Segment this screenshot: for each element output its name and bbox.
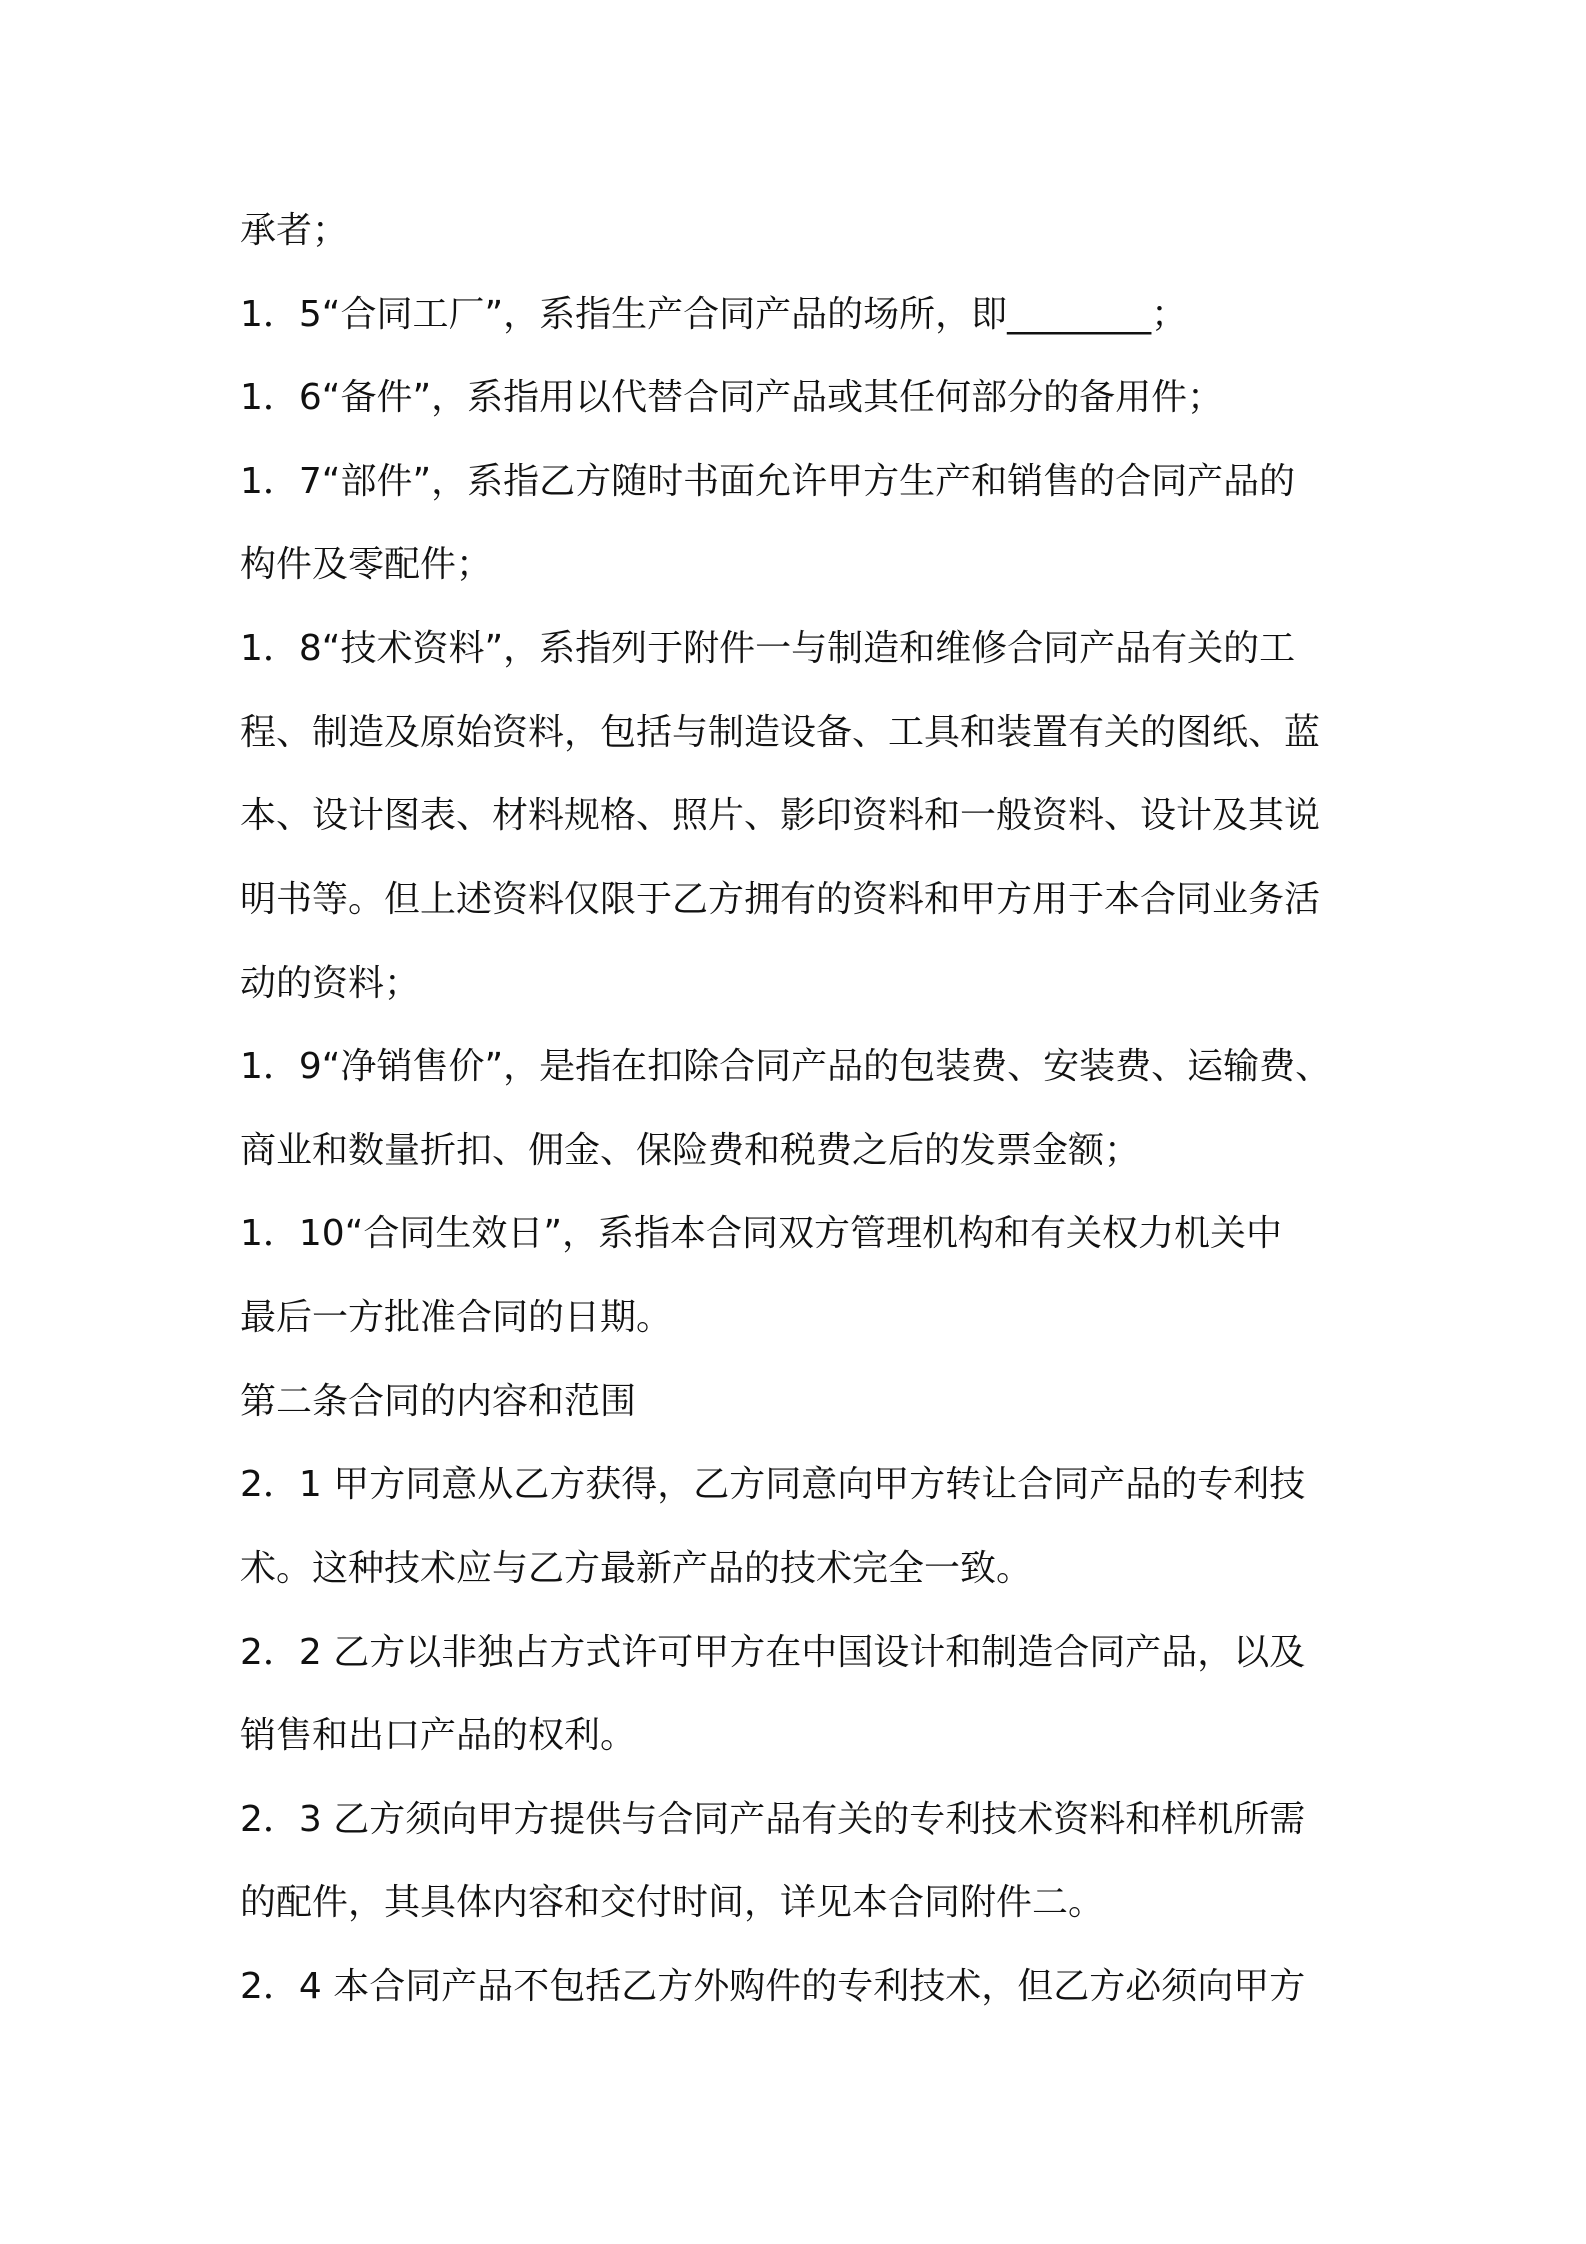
text-line: 本、设计图表、材料规格、照片、影印资料和一般资料、设计及其说 <box>240 795 1321 836</box>
text-line: 销售和出口产品的权利。 <box>240 1715 637 1756</box>
text-line: 2．4 本合同产品不包括乙方外购件的专利技术，但乙方必须向甲方 <box>240 1966 1306 2007</box>
text-line: 1．7“部件”，系指乙方随时书面允许甲方生产和销售的合同产品的 <box>240 461 1296 502</box>
text-line: 1．6“备件”，系指用以代替合同产品或其任何部分的备用件； <box>240 377 1224 418</box>
text-line: 1．10“合同生效日”，系指本合同双方管理机构和有关权力机关中 <box>240 1213 1283 1254</box>
section-heading: 第二条合同的内容和范围 <box>240 1381 637 1422</box>
text-line: 动的资料； <box>240 963 421 1004</box>
text-line: 承者； <box>240 210 349 251</box>
text-line: 术。这种技术应与乙方最新产品的技术完全一致。 <box>240 1548 1033 1589</box>
text-line: 2．1 甲方同意从乙方获得，乙方同意向甲方转让合同产品的专利技 <box>240 1464 1306 1505</box>
text-line: 明书等。但上述资料仅限于乙方拥有的资料和甲方用于本合同业务活 <box>240 879 1321 920</box>
text-line: 1．9“净销售价”，是指在扣除合同产品的包装费、安装费、运输费、 <box>240 1046 1332 1087</box>
text-line: 的配件，其具体内容和交付时间，详见本合同附件二。 <box>240 1882 1105 1923</box>
text-line: 1．8“技术资料”，系指列于附件一与制造和维修合同产品有关的工 <box>240 628 1296 669</box>
text-line: 构件及零配件； <box>240 544 493 585</box>
text-line: 1．5“合同工厂”，系指生产合同产品的场所，即________； <box>240 294 1188 335</box>
text-line: 最后一方批准合同的日期。 <box>240 1297 673 1338</box>
text-line: 程、制造及原始资料，包括与制造设备、工具和装置有关的图纸、蓝 <box>240 712 1321 753</box>
text-line: 2．2 乙方以非独占方式许可甲方在中国设计和制造合同产品，以及 <box>240 1632 1306 1673</box>
text-line: 2．3 乙方须向甲方提供与合同产品有关的专利技术资料和样机所需 <box>240 1799 1306 1840</box>
text-line: 商业和数量折扣、佣金、保险费和税费之后的发票金额； <box>240 1130 1141 1171</box>
